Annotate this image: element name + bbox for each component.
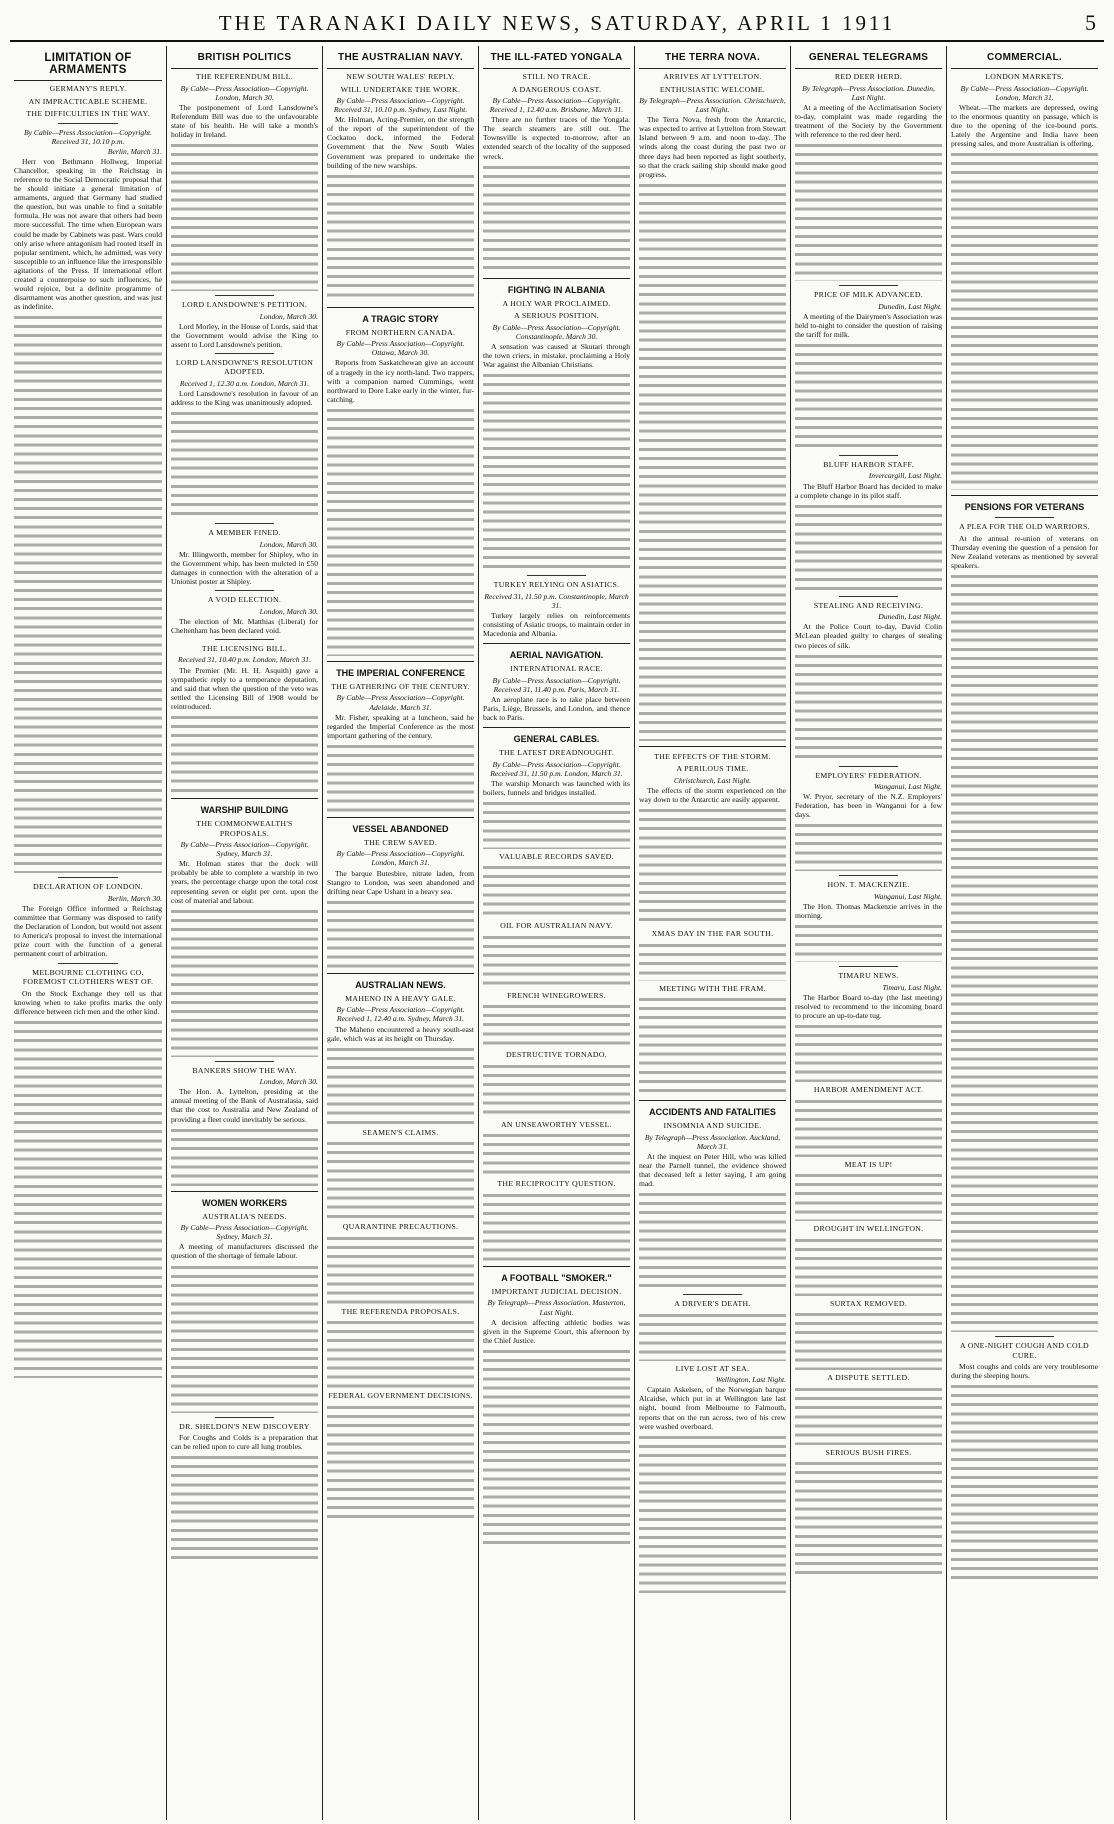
subhead: AN UNSEAWORTHY VESSEL. (501, 1119, 612, 1129)
article-body: Lord Lansdowne's resolution in favour of an address to the King was unanimously adopted. (171, 389, 318, 408)
section-heading: ACCIDENTS AND FATALITIES (649, 1107, 776, 1118)
column-6 (790, 46, 946, 1820)
divider (839, 285, 898, 286)
article (171, 639, 318, 793)
article-text-continued (795, 1097, 942, 1157)
divider (215, 1417, 274, 1418)
article-body: The warship Monarch was launched with its boilers, funnels and bridges installed. (483, 778, 630, 797)
article (951, 1336, 1098, 1582)
subhead: EMPLOYERS' FEDERATION. (815, 770, 922, 780)
article-body: The Harbor Board to-day (the last meeting) resolved to recommend to the incoming board to procure an up-to-date tug. (795, 992, 942, 1021)
subhead: BANKERS SHOW THE WAY. (192, 1065, 297, 1075)
dateline: Berlin, March 31. (107, 146, 162, 156)
subhead: RED DEER HERD. (834, 72, 903, 81)
article (795, 966, 942, 1579)
divider (951, 495, 1098, 496)
divider (839, 766, 898, 767)
subhead: A DRIVER'S DEATH. (674, 1299, 751, 1309)
dateline: By Cable—Press Association—Copyright. Sydney, March 31. (180, 840, 309, 859)
article (951, 72, 1098, 490)
article-body: Mr. Fisher, speaking at a luncheon, said he regarded the Imperial Conference as the most important gathering of the century. (327, 712, 474, 740)
article (639, 1121, 786, 1290)
subhead: THE GATHERING OF THE CENTURY. (331, 681, 470, 691)
article-text-continued (795, 821, 942, 871)
article-body: A decision affecting athletic bodies was given in the Supreme Court, this afternoon by the Chief Justice. (483, 1317, 630, 1345)
article-text-continued (483, 163, 630, 273)
article-text-continued (639, 941, 786, 981)
article (171, 1212, 318, 1413)
subhead: LORD LANSDOWNE'S RESOLUTION ADOPTED. (175, 357, 314, 377)
column-5 (634, 46, 790, 1820)
dateline: Wanganui, Last Night. (873, 891, 942, 901)
subhead: STEALING AND RECEIVING. (813, 600, 924, 610)
article-body: The Hon. Thomas Mackenzie arrives in the morning. (795, 902, 942, 921)
article-text-continued (639, 1433, 786, 1593)
divider (839, 966, 898, 967)
article-body: The effects of the storm experienced on the way down to the Antarctic are easily apparent. (639, 785, 786, 805)
dateline: By Telegraph—Press Association. Auckland, March 31. (644, 1132, 781, 1151)
subhead: THE COMMONWEALTH'S PROPOSALS. (196, 819, 293, 838)
subhead: INSOMNIA AND SUICIDE. (663, 1121, 762, 1131)
dateline: By Telegraph—Press Association. Dunedin, Last Night. (802, 83, 935, 102)
masthead-title: THE TARANAKI DAILY NEWS, SATURDAY, APRIL 1 1911 (218, 10, 896, 35)
article (171, 72, 318, 291)
dateline: London, March 30. (259, 1077, 318, 1087)
article-body: Reports from Saskatchewan give an account of a tragedy in the icy north-land. Two trappers, with a companion named Cummings, went northward to Dore Lake early in the winter, fur-catching. (327, 358, 474, 404)
article-text-continued (483, 371, 630, 571)
dateline: By Cable—Press Association—Copyright. London, March 31. (336, 849, 465, 868)
article (483, 664, 630, 722)
article (483, 72, 630, 273)
subhead: DESTRUCTIVE TORNADO. (505, 1050, 607, 1060)
dateline: By Telegraph—Press Association. Christchurch, Last Night. (639, 96, 786, 115)
divider (639, 746, 786, 747)
dateline: Wellington, Last Night. (715, 1375, 786, 1385)
article-text-continued (327, 898, 474, 968)
divider (215, 353, 274, 354)
section-heading: A FOOTBALL "SMOKER." (501, 1272, 612, 1283)
article-body: Turkey largely relies on reinforcements consisting of Asiatic troops, to maintain order in Macedonia and Albania. (483, 610, 630, 638)
section-heading: VESSEL ABANDONED (352, 823, 449, 834)
article-text-continued (171, 409, 318, 519)
subhead: THE REFERENDA PROPOSALS. (341, 1306, 460, 1316)
article (483, 1287, 630, 1547)
article (327, 838, 474, 968)
subhead: ARRIVES AT LYTTELTON. (663, 72, 762, 81)
article-body: An aeroplane race is to take place between Paris, Liège, Brussels, and London, and thence back to Paris. (483, 694, 630, 722)
dateline: London, March 30. (259, 539, 318, 549)
subhead: A PLEA FOR THE OLD WARRIORS. (959, 522, 1090, 532)
article-text-continued (327, 1234, 474, 1304)
article-text-continued (171, 1263, 318, 1413)
subhead: THE RECIPROCITY QUESTION. (497, 1179, 616, 1189)
section-heading: AERIAL NAVIGATION. (509, 650, 604, 661)
section-heading: THE IMPERIAL CONFERENCE (336, 667, 465, 678)
article-text-continued (951, 150, 1098, 490)
article-text-continued (795, 1310, 942, 1370)
section-heading: AUSTRALIAN NEWS. (355, 979, 446, 990)
article-text-continued (327, 742, 474, 812)
subhead: SEAMEN'S CLAIMS. (362, 1127, 439, 1137)
subhead: A HOLY WAR PROCLAIMED. (502, 298, 611, 308)
divider (327, 307, 474, 308)
article (171, 295, 318, 349)
article-body: The Premier (Mr. H. H. Asquith) gave a sympathetic reply to a temperance deputation, and said that when the question of the veto was settled the Licensing Bill of 1908 would be reintroduced. (171, 665, 318, 711)
article-text-continued (795, 1385, 942, 1445)
divider (995, 517, 1054, 518)
article-body: A sensation was caused at Skutari through the town criers, in mistake, proclaiming a Holy War against the Albanian Christians. (483, 341, 630, 370)
column-4 (478, 46, 634, 1820)
column-heading: GENERAL TELEGRAMS (795, 46, 942, 69)
dateline: Received 31, 11.50 p.m. Constantinople, March 31. (484, 591, 629, 610)
divider (639, 1100, 786, 1101)
article-text-continued (795, 1459, 942, 1579)
article-body: Mr. Holman states that the dock will probably be able to complete a warship in two years, the percentage charge upon the total cost representing seven or eight per cent. upon the cost of material and labour. (171, 859, 318, 905)
article-text-continued (795, 1171, 942, 1221)
article-text-continued (327, 172, 474, 302)
column-heading: THE ILL-FATED YONGALA (483, 46, 630, 69)
article (795, 285, 942, 451)
column-7 (946, 46, 1102, 1820)
divider (58, 123, 117, 124)
divider (483, 643, 630, 644)
article-text-continued (483, 933, 630, 988)
subhead: DECLARATION OF LONDON. (33, 882, 143, 892)
subhead: THE LICENSING BILL. (201, 643, 288, 653)
divider (995, 1336, 1054, 1337)
article-text-continued (639, 995, 786, 1095)
article-text-continued (951, 572, 1098, 1332)
article-text-continued (171, 141, 318, 291)
column-2 (166, 46, 322, 1820)
subhead: A MEMBER FINED. (208, 528, 281, 538)
subhead: TIMARU NEWS. (838, 971, 899, 981)
article-text-continued (327, 1318, 474, 1388)
article (171, 1417, 318, 1564)
subhead: HARBOR AMENDMENT ACT. (813, 1085, 924, 1095)
article-body: The barque Butesbire, nitrate laden, from Stangro to London, was seen abandoned and drifting near Cape Ushant in a heavy sea. (327, 868, 474, 896)
subhead: GERMANY'S REPLY. (49, 84, 127, 93)
article-body: For Coughs and Colds is a preparation that can be relied upon to cure all lung troubles. (171, 1433, 318, 1452)
article-text-continued (327, 1139, 474, 1219)
article-text-continued (483, 799, 630, 849)
article (327, 994, 474, 1523)
column-heading: COMMERCIAL. (951, 46, 1098, 69)
subhead: BLUFF HARBOR STAFF. (823, 459, 914, 469)
divider (58, 963, 117, 964)
article-text-continued (483, 1131, 630, 1176)
divider (483, 278, 630, 279)
subhead: A DISPUTE SETTLED. (827, 1373, 910, 1383)
dateline: By Cable—Press Association—Copyright. Received 1, 12.40 a.m. Sydney, March 31. (336, 1005, 465, 1024)
article-text-continued (639, 1311, 786, 1361)
dateline: Dunedin, Last Night. (878, 301, 942, 311)
subhead: THE CREW SAVED. (364, 837, 437, 847)
column-heading: LIMITATION OF ARMAMENTS (14, 46, 162, 81)
article-text-continued (795, 652, 942, 762)
columns (10, 46, 1104, 1820)
subhead: MEETING WITH THE FRAM. (659, 983, 766, 993)
article-text-continued (795, 502, 942, 592)
article (171, 353, 318, 519)
subhead: AN IMPRACTICABLE SCHEME. (28, 96, 148, 106)
article-text-continued (951, 1382, 1098, 1582)
column-heading: BRITISH POLITICS (171, 46, 318, 69)
article (483, 748, 630, 1261)
subhead: MAHENO IN A HEAVY GALE. (345, 993, 456, 1003)
article-text-continued (639, 181, 786, 741)
subhead: DR. SHELDON'S NEW DISCOVERY (179, 1421, 310, 1431)
article (483, 575, 630, 638)
divider (839, 875, 898, 876)
dateline: By Cable—Press Association—Copyright. Sydney, March 31. (180, 1223, 309, 1242)
article-body: Herr von Bethmann Hollweg, Imperial Chancellor, speaking in the Reichstag in reference to the Social Democratic proposal that he should initiate a general limitation of armaments, argued that Germany had studied the question, but was unable to find a suitable formula. He was not aware that others had been more successful. The time when European wars could be made by Cabinets was past. Wars could only arise where antagonism had rooted itself in popular sentiment, which, he admitted, was very susceptible to an influence like the irresponsible agitations of the Press. If international effort created a counterpoise to such influences, he would rejoice, but a definite programme of disarmament was another question, and was just as indefinite. (14, 156, 162, 312)
article-body: The Foreign Office informed a Reichstag committee that Germany was disposed to ratify the Declaration of London, but would not assent to America's proposal to invest the international prize court with the function of a general permanent court of arbitration. (14, 903, 162, 959)
subhead: PRICE OF MILK ADVANCED. (814, 290, 923, 300)
subhead: XMAS DAY IN THE FAR SOUTH. (651, 929, 774, 939)
article (795, 72, 942, 281)
dateline: By Cable—Press Association—Copyright. Adelaide, March 31. (336, 693, 465, 712)
article-text-continued (14, 1018, 162, 1378)
subhead: WILL UNDERTAKE THE WORK. (340, 84, 461, 94)
dateline: Dunedin, Last Night. (878, 612, 942, 622)
divider (215, 590, 274, 591)
divider (327, 817, 474, 818)
article (14, 84, 162, 873)
subhead: FEDERAL GOVERNMENT DECISIONS. (328, 1391, 473, 1401)
article (795, 596, 942, 762)
dateline: Berlin, March 30. (107, 893, 162, 903)
section-heading: GENERAL CABLES. (513, 734, 600, 745)
article-body: At the inquest on Peter Hill, who was killed near the Parnell tunnel, the evidence showed that deceased left a letter saying, I am going mad. (639, 1151, 786, 1189)
article-body: The Maheno encountered a heavy south-east gale, which was at its height on Thursday. (327, 1024, 474, 1043)
dateline: By Telegraph—Press Association. Masterton, Last Night. (487, 1298, 626, 1317)
section-heading: FIGHTING IN ALBANIA (507, 284, 606, 295)
article-body: A meeting of the Dairymen's Association was held to-night to consider the question of raising the tariff for milk. (795, 311, 942, 339)
article (639, 1294, 786, 1593)
article-text-continued (795, 141, 942, 281)
article-body: At a meeting of the Acclimatisation Society to-day, complaint was made regarding the treatment of the Society by the Government with reference to the red deer herd. (795, 102, 942, 139)
section-heading: WOMEN WORKERS (202, 1197, 287, 1208)
subhead: ENTHUSIASTIC WELCOME. (659, 84, 766, 94)
dateline: By Cable—Press Association—Copyright. Received 31, 10.10 p.m. Sydney, Last Night. (333, 96, 468, 115)
dateline: London, March 30. (259, 311, 318, 321)
subhead: THE LATEST DREADNOUGHT. (498, 748, 615, 758)
article-body: The Terra Nova, fresh from the Antarctic, was expected to arrive at Lyttelton from Stewart Island between 9 a.m. and noon to-day. The winds along the coast during the past two or three days had been reported as light southerly, so that the crack sailing ship should make good progress. (639, 115, 786, 179)
dateline: By Cable—Press Association—Copyright. Ottawa, March 30. (336, 339, 465, 358)
subhead: INTERNATIONAL RACE. (510, 664, 603, 674)
divider (527, 575, 586, 576)
subhead: VALUABLE RECORDS SAVED. (499, 851, 614, 861)
dateline: Received 1, 12.30 a.m. London, March 31. (179, 378, 310, 388)
article-body: Mr. Holman, Acting-Premier, on the strength of the report of the superintendent of the Cockatoo dock, informed the Federal Government that the New South Wales Government was prepared to undertake the building of the new warships. (327, 115, 474, 170)
article (327, 328, 474, 656)
article (14, 963, 162, 1378)
article (795, 766, 942, 872)
subhead: HON. T. MACKENZIE. (827, 880, 910, 890)
subhead: THE EFFECTS OF THE STORM. (654, 751, 771, 761)
divider (171, 1191, 318, 1192)
article (795, 455, 942, 592)
subhead: THE REFERENDUM BILL. (195, 72, 294, 81)
divider (215, 295, 274, 296)
article-body: The election of Mr. Matthias (Liberal) for Cheltenham has been declared void. (171, 616, 318, 635)
subhead: A SERIOUS POSITION. (514, 311, 599, 321)
dateline: Invercargill, Last Night. (868, 471, 942, 481)
article (171, 819, 318, 1057)
article-text-continued (171, 713, 318, 793)
subhead: LORD LANSDOWNE'S PETITION. (181, 300, 308, 310)
divider (215, 1061, 274, 1062)
article-body: Lord Morley, in the House of Lords, said that the Government would advise the King to assent to Lord Lansdowne's petition. (171, 321, 318, 349)
subhead: MELBOURNE CLOTHING CO. FOREMOST CLOTHIERS WEST OF. (22, 967, 154, 987)
article-text-continued (795, 922, 942, 962)
article (171, 1061, 318, 1186)
column-3 (322, 46, 478, 1820)
divider (171, 798, 318, 799)
divider (839, 596, 898, 597)
dateline: By Cable—Press Association—Copyright. Received 1, 12.40 a.m. Brisbane, March 31. (489, 96, 624, 115)
subhead: OIL FOR AUSTRALIAN NAVY. (500, 921, 613, 931)
divider (483, 727, 630, 728)
divider (683, 1294, 742, 1295)
divider (215, 523, 274, 524)
subhead: A PERILOUS TIME. (676, 764, 749, 774)
page-number: 5 (1085, 10, 1096, 35)
divider (327, 973, 474, 974)
article-body: Mr. Illingworth, member for Shipley, who in the Government whip, has been mulcted in £50 damages in connection with the alteration of a Unionist poster at Shipley. (171, 549, 318, 587)
article-body: The Bluff Harbor Board has decided to make a complete change in its pilot staff. (795, 481, 942, 500)
subhead: SERIOUS BUSH FIRES. (825, 1447, 912, 1457)
dateline: By Cable—Press Association—Copyright. Received 31, 11.50 p.m. London, March 31. (490, 759, 623, 778)
article (639, 746, 786, 1095)
article-text-continued (171, 1453, 318, 1563)
column-heading: THE AUSTRALIAN NAVY. (327, 46, 474, 69)
article-text-continued (795, 1236, 942, 1296)
subhead: DROUGHT IN WELLINGTON. (813, 1224, 924, 1234)
divider (483, 1266, 630, 1267)
article (171, 523, 318, 586)
article (951, 517, 1098, 1332)
article-text-continued (327, 1403, 474, 1523)
divider (327, 661, 474, 662)
article-text-continued (483, 1191, 630, 1261)
article-text-continued (483, 863, 630, 918)
article-text-continued (483, 1062, 630, 1117)
dateline: Timaru, Last Night. (882, 982, 942, 992)
article-body: At the Police Court to-day, David Colin McLean pleaded guilty to charges of stealing two pieces of silk. (795, 622, 942, 650)
dateline: London, March 30. (259, 606, 318, 616)
article (795, 875, 942, 962)
section-heading: PENSIONS FOR VETERANS (964, 502, 1085, 513)
dateline: By Cable—Press Association—Copyright. Received 31, 10.10 p.m. (23, 127, 153, 146)
article-body: The postponement of Lord Lansdowne's Referendum Bill was due to the unfavourable state of his health. He will take a month's holiday in Ireland. (171, 102, 318, 139)
article (14, 877, 162, 958)
subhead: NEW SOUTH WALES' REPLY. (346, 72, 455, 81)
subhead: STILL NO TRACE. (522, 72, 591, 81)
column-heading: THE TERRA NOVA. (639, 46, 786, 69)
article-text-continued (483, 1347, 630, 1547)
subhead: A VOID ELECTION. (207, 595, 282, 605)
article-text-continued (639, 806, 786, 926)
article-body: A meeting of manufacturers discussed the question of the shortage of female labour. (171, 1242, 318, 1261)
divider (839, 455, 898, 456)
dateline: By Cable—Press Association—Copyright. Constantinople, March 30. (492, 322, 621, 341)
article-text-continued (795, 341, 942, 451)
subhead: LONDON MARKETS. (985, 72, 1064, 81)
article-body: On the Stock Exchange they tell us that knowing when to take profits marks the only difference between rich men and the other kind. (14, 988, 162, 1016)
article-text-continued (795, 1022, 942, 1082)
article (327, 682, 474, 812)
section-heading: WARSHIP BUILDING (200, 805, 289, 816)
article-body: Wheat.—The markets are depressed, owing to the enormous quantity on passage, which is due to the opening of the ice-bound ports. Lately the Argentine and India have been pressing sales, and more Australian is offering. (951, 102, 1098, 149)
dateline: By Cable—Press Association—Copyright. London, March 30. (180, 83, 309, 102)
article-body: Most coughs and colds are very troublesome during the sleeping hours. (951, 1362, 1098, 1381)
subhead: IMPORTANT JUDICIAL DECISION. (491, 1286, 622, 1296)
article-text-continued (327, 1045, 474, 1125)
article-text-continued (483, 1002, 630, 1047)
article (639, 72, 786, 741)
subhead: LIVE LOST AT SEA. (675, 1363, 750, 1373)
subhead: FRENCH WINEGROWERS. (507, 990, 606, 1000)
article (483, 299, 630, 571)
article-body: W. Pryor, secretary of the N.Z. Employers' Federation, has been in Wanganui for a few days. (795, 792, 942, 820)
article-body: Captain Askelsen, of the Norwegian barque Alcaidse, which put in at Wellington late last night, bound from Melbourne to Falmouth, reports that on the run across, two of his crew were washed overboard. (639, 1385, 786, 1431)
article-text-continued (14, 313, 162, 873)
article-text-continued (171, 907, 318, 1057)
article-text-continued (639, 1190, 786, 1290)
subhead: QUARANTINE PRECAUTIONS. (342, 1222, 459, 1232)
subhead: A ONE-NIGHT COUGH AND COLD CURE. (960, 1341, 1089, 1360)
divider (215, 639, 274, 640)
subhead: FROM NORTHERN CANADA. (345, 327, 456, 337)
subhead: AUSTRALIA'S NEEDS. (202, 1211, 287, 1221)
section-heading: A TRAGIC STORY (362, 313, 439, 324)
subhead: TURKEY RELYING ON ASIATICS. (493, 580, 620, 590)
article (327, 72, 474, 302)
subhead: A DANGEROUS COAST. (511, 84, 602, 94)
column-1 (10, 46, 166, 1820)
article-body: At the annual re-union of veterans on Thursday evening the question of a pension for New Zealand veterans as mentioned by several speakers. (951, 533, 1098, 570)
dateline: Wanganui, Last Night. (873, 782, 942, 792)
masthead (10, 6, 1104, 42)
article-text-continued (327, 406, 474, 656)
dateline: Christchurch, Last Night. (673, 775, 752, 785)
dateline: By Cable—Press Association—Copyright. Received 31, 11.40 p.m. Paris, March 31. (492, 675, 621, 694)
article-body: The Hon. A. Lyttelton, presiding at the annual meeting of the Bank of Australasia, said that the cost to Australia and New Zealand of providing a fleet could inevitably be serious. (171, 1087, 318, 1124)
dateline: By Cable—Press Association—Copyright. London, March 31. (960, 83, 1089, 102)
subhead: SURTAX REMOVED. (829, 1298, 908, 1308)
subhead: THE DIFFICULTIES IN THE WAY. (26, 109, 150, 118)
article (171, 590, 318, 635)
divider (58, 877, 117, 878)
article-body: There are no further traces of the Yongala. The search steamers are still out. The Townsville is expected to-morrow, after an extended search of the locality of the supposed wreck. (483, 115, 630, 161)
subhead: MEAT IS UP! (844, 1159, 893, 1169)
dateline: Received 31, 10.40 p.m. London, March 31. (177, 655, 311, 665)
article-text-continued (171, 1126, 318, 1186)
